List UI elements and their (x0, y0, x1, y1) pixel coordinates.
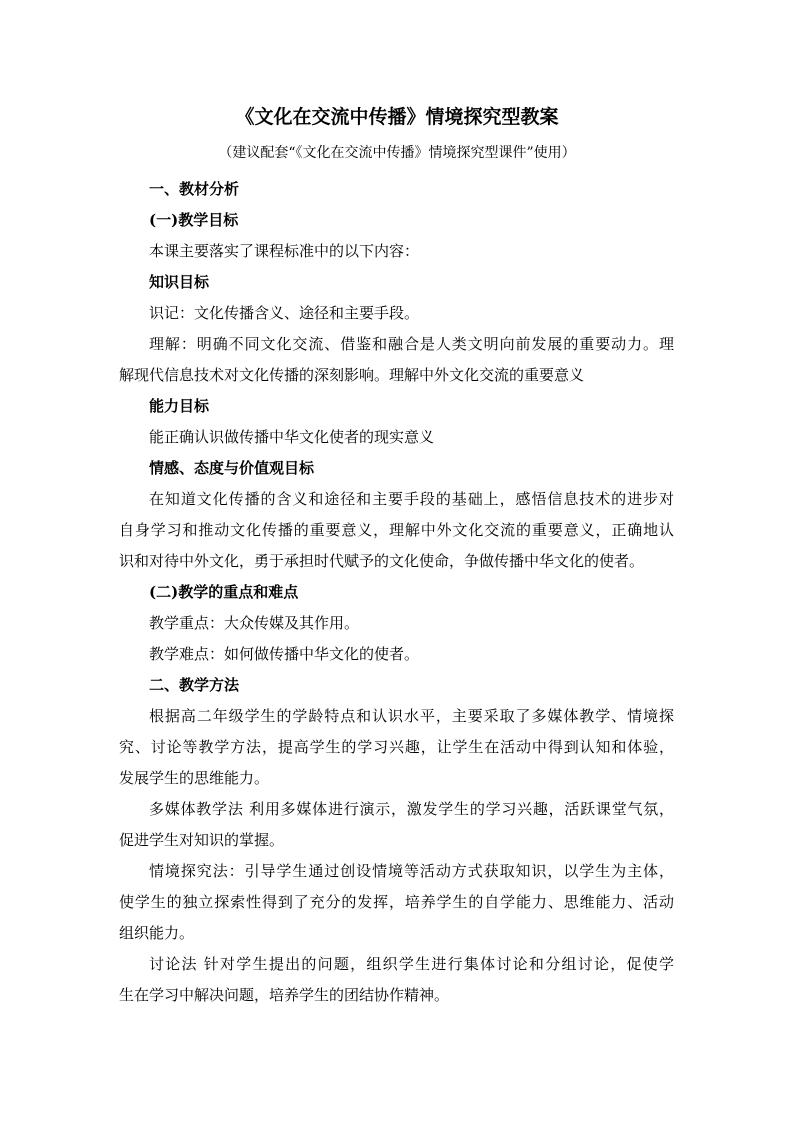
paragraph-line: 情境探究法：引导学生通过创设情境等活动方式获取知识，以学生为主体， (149, 862, 674, 880)
paragraph-line: 识记：文化传播含义、途径和主要手段。 (149, 304, 420, 322)
paragraph-line: 多媒体教学法 利用多媒体进行演示，激发学生的学习兴趣，活跃课堂气氛， (149, 800, 674, 818)
paragraph-line: 本课主要落实了课程标准中的以下内容： (149, 242, 420, 260)
paragraph-line: 在知道文化传播的含义和途径和主要手段的基础上，感悟信息技术的进步对 (149, 490, 674, 508)
paragraph-line: 根据高二年级学生的学龄特点和认识水平，主要采取了多媒体教学、情境探 (149, 707, 674, 725)
goal-heading-knowledge: 知识目标 (149, 273, 210, 291)
goal-heading-ability: 能力目标 (149, 397, 210, 415)
paragraph-line: 使学生的独立探索性得到了充分的发挥，培养学生的自学能力、思维能力、活动 (119, 893, 674, 911)
document-title: 《文化在交流中传播》情境探究型教案 (235, 106, 559, 128)
section-heading-teaching-methods: 二、教学方法 (149, 676, 240, 694)
paragraph-line: 究、讨论等教学方法，提高学生的学习兴趣，让学生在活动中得到认知和体验， (119, 738, 674, 756)
section-heading-textbook-analysis: 一、教材分析 (149, 180, 240, 198)
document-body (119, 174, 674, 1011)
paragraph-line: 教学难点：如何做传播中华文化的使者。 (149, 645, 420, 663)
paragraph-line: 组织能力。 (119, 924, 195, 942)
paragraph-line: 识和对待中外文化，勇于承担时代赋予的文化使命，争做传播中华文化的使者。 (119, 552, 645, 570)
document-subtitle: （建议配套“《文化在交流中传播》情境探究型课件”使用） (218, 145, 576, 161)
subsection-heading-teaching-goals: (一)教学目标 (149, 211, 239, 229)
paragraph-line: 自身学习和推动文化传播的重要意义，理解中外文化交流的重要意义，正确地认 (119, 521, 674, 539)
paragraph-line: 理解：明确不同文化交流、借鉴和融合是人类文明向前发展的重要动力。理 (149, 335, 674, 353)
paragraph-line: 讨论法 针对学生提出的问题，组织学生进行集体讨论和分组讨论，促使学 (149, 955, 674, 973)
paragraph-line: 发展学生的思维能力。 (119, 769, 270, 787)
paragraph-line: 生在学习中解决问题，培养学生的团结协作精神。 (119, 986, 450, 1004)
paragraph-line: 能正确认识做传播中华文化使者的现实意义 (149, 428, 435, 446)
paragraph-line: 教学重点：大众传媒及其作用。 (149, 614, 360, 632)
goal-heading-emotion: 情感、态度与价值观目标 (149, 459, 315, 477)
paragraph-line: 解现代信息技术对文化传播的深刻影响。理解中外文化交流的重要意义 (119, 366, 585, 384)
subsection-heading-key-points: (二)教学的重点和难点 (149, 583, 299, 601)
paragraph-line: 促进学生对知识的掌握。 (119, 831, 285, 849)
